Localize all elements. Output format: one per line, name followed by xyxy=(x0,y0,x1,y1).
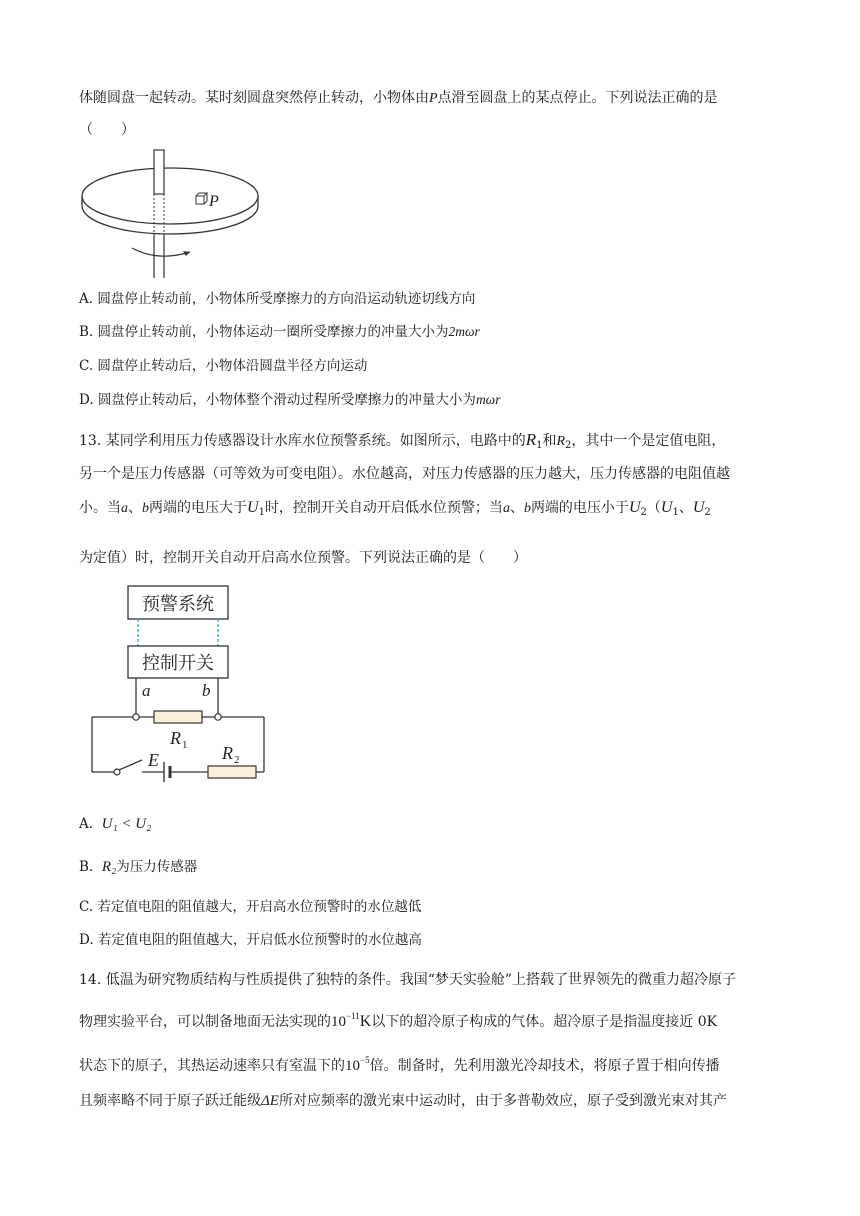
q14-line-1: 14. 低温为研究物质结构与性质提供了独特的条件。我国“梦天实验舱”上搭载了世界领先的微重力超冷原子 xyxy=(79,972,737,988)
q13-line-3: 小。当a、b两端的电压大于$U_1$时，控制开关自动开启低水位预警；当a、b两端的电压小于$U_2(U_1$、$U_2$ xyxy=(79,499,711,518)
q13-line-1: 13. 某同学利用压力传感器设计水库水位预警系统。如图所示，电路中的$R_1$和$R_2$，其中一个是定值电阻， xyxy=(79,430,726,451)
svg-text:预警系统: 预警系统 xyxy=(142,594,214,615)
q12-option-b: B. 圆盘停止转动前，小物体运动一圈所受摩擦力的冲量大小为2mωr xyxy=(79,324,480,340)
q12-option-a: A. 圆盘停止转动前，小物体所受摩擦力的方向沿运动轨迹切线方向 xyxy=(79,291,476,307)
switch-lever xyxy=(119,760,142,770)
resistor-r2 xyxy=(208,766,256,778)
rotating-disk-figure xyxy=(80,148,260,280)
point-p-label: P xyxy=(429,91,438,106)
q13-option-c: C. 若定值电阻的阻值越大，开启高水位预警时的水位越低 xyxy=(79,899,422,915)
q14-line-3: 状态下的原子，其热运动速率只有室温下的$10^{-5}$倍。制备时，先利用激光冷却技术，将原子置于相向传播 xyxy=(79,1055,720,1074)
svg-text:1: 1 xyxy=(182,739,188,751)
rotation-arrow-icon xyxy=(132,248,190,256)
figure-label-p: P xyxy=(209,193,219,210)
q12-intro-line: 体随圆盘一起转动。某时刻圆盘突然停止转动，小物体由P点滑至圆盘上的某点停止。下列说法正确的是 xyxy=(79,90,718,106)
q14-line-2: 物理实验平台，可以制备地面无法实现的$10^{-11}K$以下的超冷原子构成的气体。超冷原子是指温度接近 0K xyxy=(79,1011,718,1030)
q13-line-2: 另一个是压力传感器（可等效为可变电阻）。水位越高，对压力传感器的压力越大，压力传感器的电阻值越 xyxy=(79,466,730,482)
svg-text:R: R xyxy=(170,728,181,748)
q13-option-a: A. U₁ < U₂ xyxy=(79,816,152,832)
q13-option-d: D. 若定值电阻的阻值越大，开启低水位预警时的水位越高 xyxy=(79,932,422,948)
q12-option-c: C. 圆盘停止转动后，小物体沿圆盘半径方向运动 xyxy=(79,358,368,374)
terminal-b-label: b xyxy=(202,681,211,700)
q12-answer-paren: （ ） xyxy=(79,122,135,138)
q12-option-d: D. 圆盘停止转动后，小物体整个滑动过程所受摩擦力的冲量大小为mωr xyxy=(79,392,501,408)
resistor-r1 xyxy=(154,711,202,723)
q13-option-b: B. R₂为压力传感器 xyxy=(79,859,198,875)
terminal-a-label: a xyxy=(142,681,151,700)
emf-label: E xyxy=(148,750,159,770)
q14-line-4: 且频率略不同于原子跃迁能级ΔE所对应频率的激光束中运动时，由于多普勒效应，原子受到激光束对其产 xyxy=(79,1093,727,1109)
q13-line-4: 为定值）时，控制开关自动开启高水位预警。下列说法正确的是（ ） xyxy=(79,550,527,566)
circuit-diagram xyxy=(88,584,270,790)
svg-text:R: R xyxy=(222,743,233,763)
svg-text:控制开关: 控制开关 xyxy=(142,653,214,674)
svg-text:2: 2 xyxy=(234,754,240,766)
